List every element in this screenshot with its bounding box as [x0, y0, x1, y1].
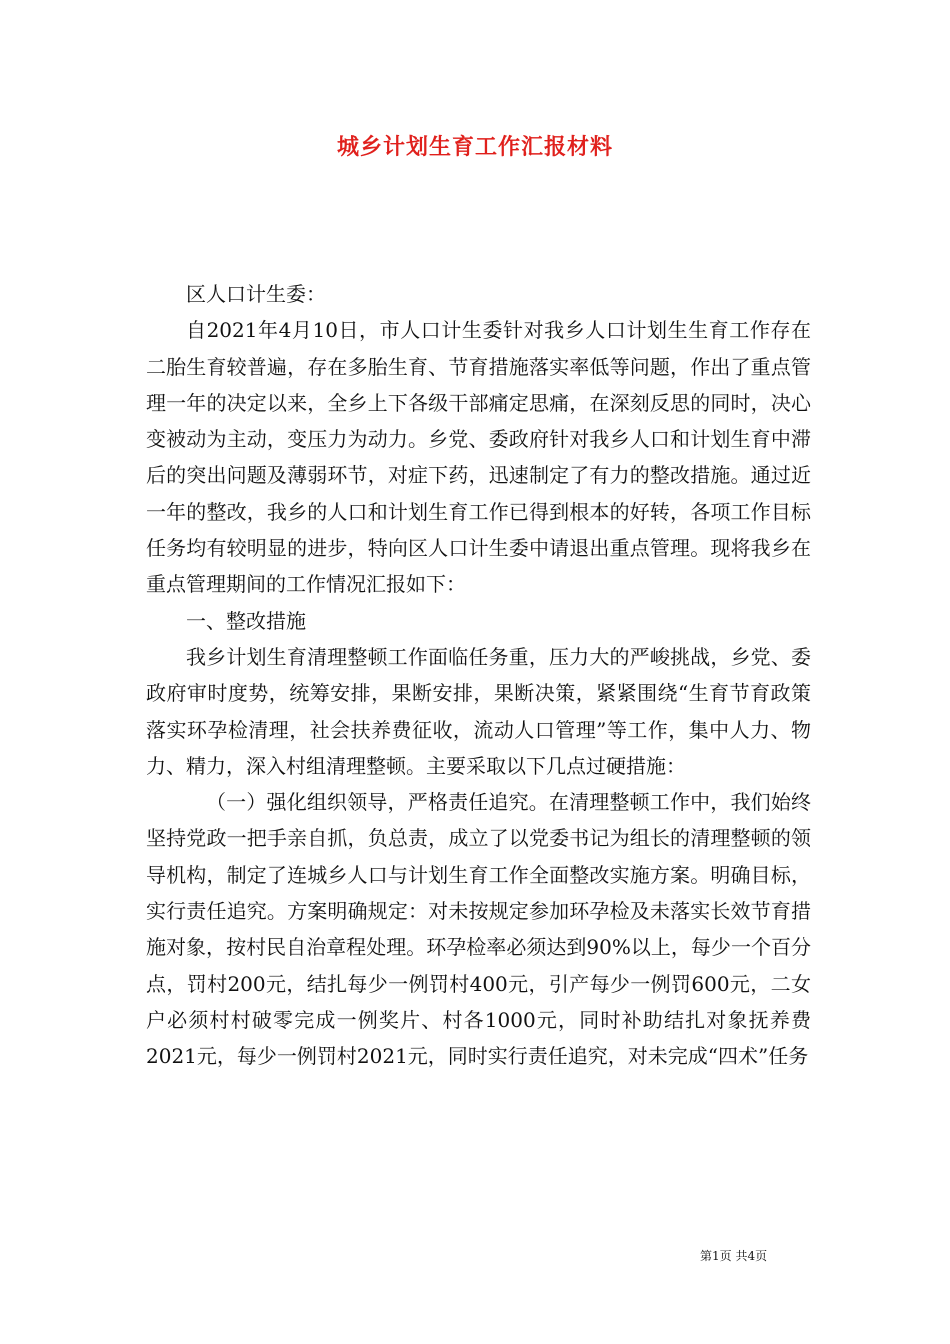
section-heading: 一、整改措施: [186, 608, 306, 633]
paragraph-measures: 我乡计划生育清理整顿工作面临任务重，压力大的严峻挑战，乡党、委政府审时度势，统筹安排，果断安排，果断决策，紧紧围绕“生育节育政策落实环孕检清理，社会扶养费征收，流动人口管理”等工作，集中人力、物力、精力，深入村组清理整顿。主要采取以下几点过硬措施：: [146, 644, 811, 778]
document-body: [146, 276, 811, 1075]
paragraph-subsection-1: （一）强化组织领导，严格责任追究。在清理整顿工作中，我们始终坚持党政一把手亲自抓，负总责，成立了以党委书记为组长的清理整顿的领导机构，制定了连城乡人口与计划生育工作全面整改实施方案。明确目标，实行责任追究。方案明确规定：对未按规定参加环孕检及未落实长效节育措施对象，按村民自治章程处理。环孕检率必须达到90%以上，每少一个百分点，罚村200元，结扎每少一例罚村400元，引产每少一例罚600元，二女户必须村村破零完成一例奖片、村各1000元，同时补助结扎对象抚养费2021元，每少一例罚村2021元，同时实行责任追究，对未完成“四术”任务: [146, 790, 811, 1069]
page-number: 第1页 共4页: [700, 1249, 768, 1263]
document-title: 城乡计划生育工作汇报材料: [336, 134, 613, 160]
paragraph-intro: 自2021年4月10日，市人口计生委针对我乡人口计划生生育工作存在二胎生育较普遍，存在多胎生育、节育措施落实率低等问题，作出了重点管理一年的决定以来，全乡上下各级干部痛定思痛，在深刻反思的同时，决心变被动为主动，变压力为动力。乡党、委政府针对我乡人口和计划生育中滞后的突出问题及薄弱环节，对症下药，迅速制定了有力的整改措施。通过近一年的整改，我乡的人口和计划生育工作已得到根本的好转，各项工作目标任务均有较明显的进步，特向区人口计生委中请退出重点管理。现将我乡在重点管理期间的工作情况汇报如下：: [146, 318, 811, 597]
salutation: 区人口计生委：: [186, 282, 326, 306]
